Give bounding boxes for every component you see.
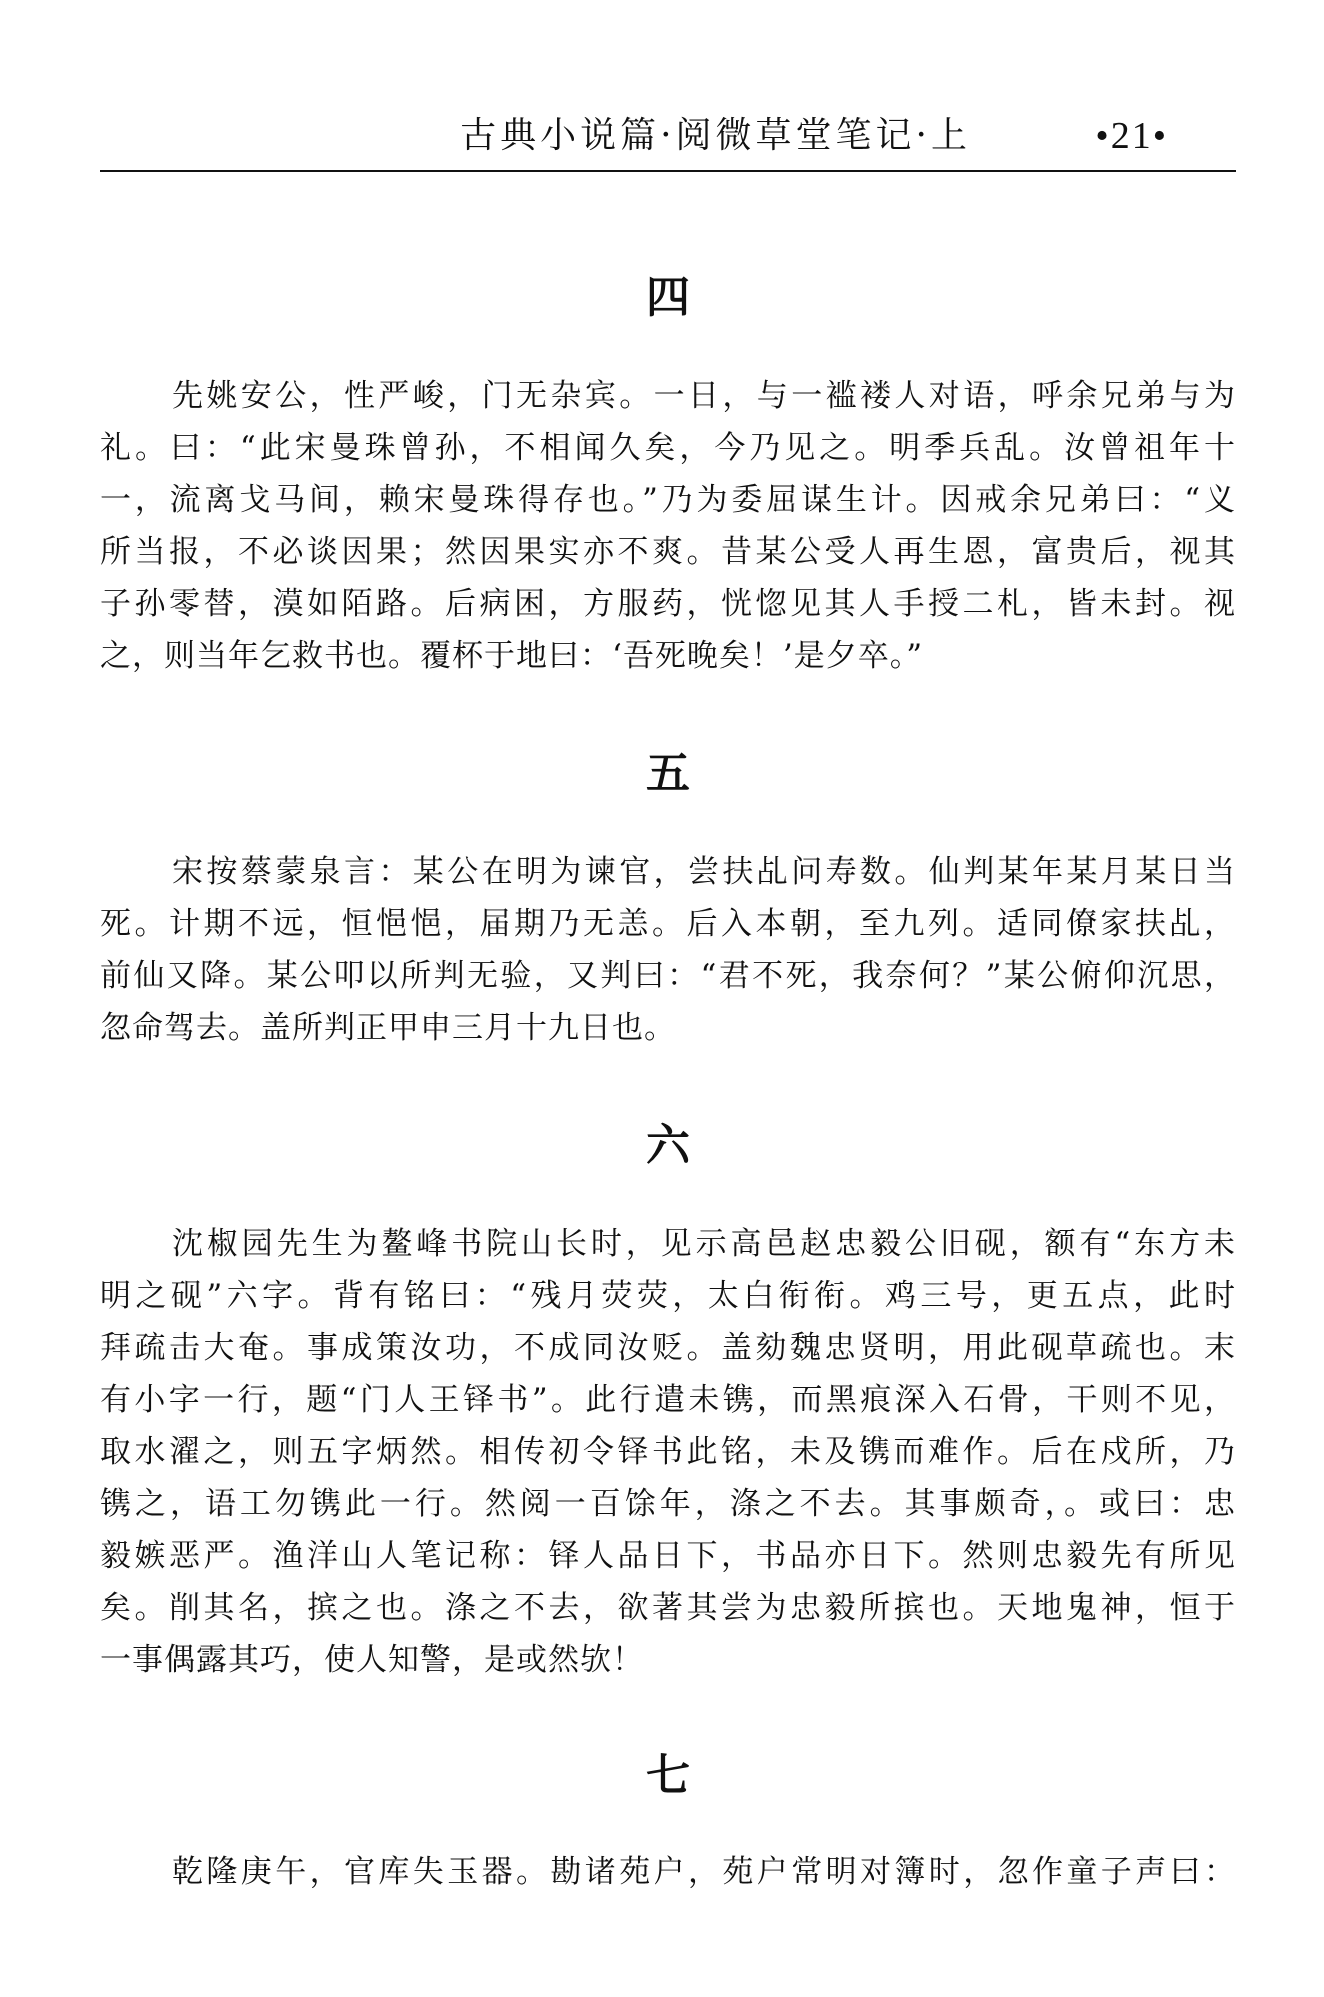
section-5-paragraph	[100, 846, 1236, 1054]
text-line: 取水濯之，则五字炳然。相传初令铎书此铭，未及镌而难作。后在戍所，乃	[100, 1434, 1236, 1470]
text-line: 拜疏击大奄。事成策汝功，不成同汝贬。盖劾魏忠贤明，用此砚草疏也。末	[100, 1330, 1236, 1366]
section-heading-4: 四	[646, 272, 690, 323]
text-line: 沈椒园先生为鳌峰书院山长时，见示高邑赵忠毅公旧砚，额有“东方未	[172, 1226, 1236, 1262]
text-line: 之，则当年乞救书也。覆杯于地曰：‘吾死晚矣！’是夕卒。”	[100, 638, 924, 674]
running-header	[100, 108, 1236, 172]
text-line: 镌之，语工勿镌此一行。然阅一百馀年，涤之不去。其事颇奇，。或曰：忠	[100, 1486, 1236, 1522]
section-heading-6: 六	[646, 1120, 690, 1171]
section-7-paragraph	[100, 1846, 1236, 1898]
section-4-paragraph	[100, 370, 1236, 682]
text-line: 先姚安公，性严峻，门无杂宾。一日，与一褴褛人对语，呼余兄弟与为	[172, 378, 1236, 414]
running-title: 古典小说篇·阅微草堂笔记·上	[460, 115, 971, 156]
text-line: 一，流离戈马间，赖宋曼珠得存也。”乃为委屈谋生计。因戒余兄弟曰：“义	[100, 482, 1236, 518]
text-line: 礼。曰：“此宋曼珠曾孙，不相闻久矣，今乃见之。明季兵乱。汝曾祖年十	[100, 430, 1236, 466]
page-number: •21•	[1095, 115, 1168, 157]
text-line: 有小字一行，题“门人王铎书”。此行遣未镌，而黑痕深入石骨，干则不见，	[100, 1382, 1236, 1418]
text-line: 忽命驾去。盖所判正甲申三月十九日也。	[100, 1010, 676, 1046]
text-line: 矣。削其名，摈之也。涤之不去，欲著其尝为忠毅所摈也。天地鬼神，恒于	[100, 1590, 1236, 1626]
text-line: 前仙又降。某公叩以所判无验，又判曰：“君不死，我奈何？”某公俯仰沉思，	[100, 958, 1236, 994]
text-line: 子孙零替，漠如陌路。后病困，方服药，恍惚见其人手授二札，皆未封。视	[100, 586, 1236, 622]
section-6-paragraph	[100, 1218, 1236, 1686]
section-heading-5: 五	[646, 748, 690, 799]
text-line: 乾隆庚午，官库失玉器。勘诸苑户，苑户常明对簿时，忽作童子声曰：	[172, 1854, 1236, 1890]
text-line: 一事偶露其巧，使人知警，是或然欤！	[100, 1642, 644, 1678]
text-line: 宋按蔡蒙泉言：某公在明为谏官，尝扶乩问寿数。仙判某年某月某日当	[172, 854, 1236, 890]
text-line: 明之砚”六字。背有铭曰：“残月荧荧，太白衔衔。鸡三号，更五点，此时	[100, 1278, 1236, 1314]
section-heading-7: 七	[646, 1750, 690, 1801]
text-line: 所当报，不必谈因果；然因果实亦不爽。昔某公受人再生恩，富贵后，视其	[100, 534, 1236, 570]
text-line: 毅嫉恶严。渔洋山人笔记称：铎人品日下，书品亦日下。然则忠毅先有所见	[100, 1538, 1236, 1574]
text-line: 死。计期不远，恒悒悒，届期乃无恙。后入本朝，至九列。适同僚家扶乩，	[100, 906, 1236, 942]
